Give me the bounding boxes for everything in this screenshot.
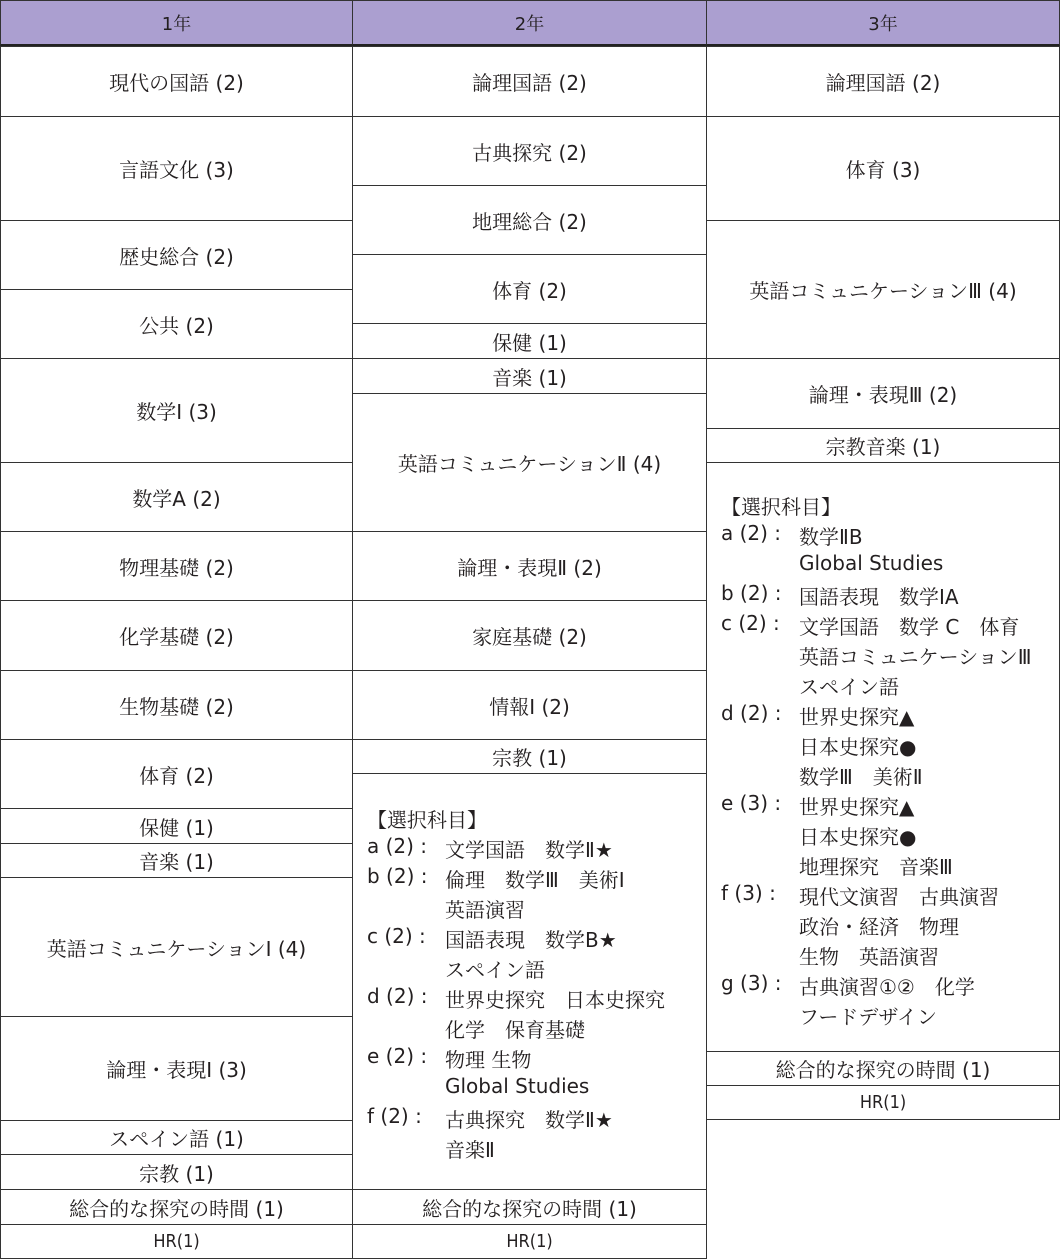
subject-cell: 数学A (2) [0, 462, 353, 532]
subject-cell: 体育 (2) [0, 739, 353, 809]
elective-line: 古典探究 数学Ⅱ★ [445, 1108, 613, 1132]
subject-cell: 論理・表現Ⅰ (3) [0, 1016, 353, 1121]
header-year2: 2年 [352, 0, 707, 46]
subject-cell: 論理・表現Ⅱ (2) [352, 531, 707, 601]
subject-cell: 総合的な探究の時間 (1) [706, 1051, 1060, 1086]
elective-line: 数学Ⅲ 美術Ⅱ [799, 765, 923, 789]
subject-cell: 体育 (3) [706, 116, 1060, 221]
elective-box-year2 [352, 773, 707, 1190]
elective-key: d (2) : [721, 701, 782, 725]
elective-title: 【選択科目】 [367, 808, 487, 832]
subject-cell: 宗教 (1) [0, 1154, 353, 1190]
elective-line: スペイン語 [445, 958, 545, 982]
subject-cell: 保健 (1) [352, 323, 707, 359]
subject-cell: 音楽 (1) [0, 843, 353, 878]
elective-key: a (2) : [721, 521, 782, 545]
elective-key: f (2) : [367, 1104, 422, 1128]
elective-line: 数学ⅡB [799, 525, 863, 549]
subject-cell: 物理基礎 (2) [0, 531, 353, 601]
elective-key: b (2) : [367, 864, 428, 888]
elective-line: 生物 英語演習 [799, 945, 939, 969]
subject-cell: 英語コミュニケーションⅡ (4) [352, 393, 707, 532]
subject-cell: 保健 (1) [0, 808, 353, 844]
elective-key: c (2) : [367, 924, 426, 948]
subject-cell: 宗教音楽 (1) [706, 428, 1060, 463]
subject-cell: 音楽 (1) [352, 358, 707, 394]
subject-cell: 歴史総合 (2) [0, 220, 353, 290]
subject-cell: 化学基礎 (2) [0, 600, 353, 671]
subject-cell: 現代の国語 (2) [0, 46, 353, 117]
elective-key: a (2) : [367, 834, 428, 858]
elective-key: g (3) : [721, 971, 782, 995]
subject-cell: 生物基礎 (2) [0, 670, 353, 740]
elective-line: 世界史探究▲ [799, 705, 915, 729]
elective-line: Global Studies [445, 1074, 590, 1098]
elective-line: 地理探究 音楽Ⅲ [799, 855, 953, 879]
subject-cell: 地理総合 (2) [352, 185, 707, 255]
elective-box-year3 [706, 462, 1060, 1052]
elective-line: 倫理 数学Ⅲ 美術Ⅰ [445, 868, 625, 892]
elective-line: スペイン語 [799, 675, 899, 699]
elective-line: 英語演習 [445, 898, 525, 922]
elective-line: 文学国語 数学 C 体育 [799, 615, 1020, 639]
subject-cell: 英語コミュニケーションⅠ (4) [0, 877, 353, 1017]
subject-cell: スペイン語 (1) [0, 1120, 353, 1155]
elective-line: 文学国語 数学Ⅱ★ [445, 838, 613, 862]
elective-line: 物理 生物 [445, 1048, 532, 1072]
elective-line: 世界史探究▲ [799, 795, 915, 819]
subject-cell: 古典探究 (2) [352, 116, 707, 186]
elective-line: 世界史探究 日本史探究 [445, 988, 665, 1012]
elective-line: Global Studies [799, 551, 944, 575]
elective-line: 日本史探究● [799, 735, 917, 759]
elective-title: 【選択科目】 [721, 495, 841, 519]
hr-cell: HR(1) [706, 1085, 1060, 1120]
elective-line: 国語表現 数学ⅠA [799, 585, 959, 609]
header-year1: 1年 [0, 0, 353, 46]
subject-cell: 論理・表現Ⅲ (2) [706, 358, 1060, 429]
elective-key: c (2) : [721, 611, 780, 635]
subject-cell: 家庭基礎 (2) [352, 600, 707, 671]
elective-line: 現代文演習 古典演習 [799, 885, 999, 909]
elective-key: d (2) : [367, 984, 428, 1008]
header-year3: 3年 [706, 0, 1060, 46]
subject-cell: 言語文化 (3) [0, 116, 353, 221]
hr-cell: HR(1) [352, 1224, 707, 1259]
elective-line: 政治・経済 物理 [799, 915, 959, 939]
elective-line: 日本史探究● [799, 825, 917, 849]
subject-cell: 論理国語 (2) [706, 46, 1060, 117]
subject-cell: 情報Ⅰ (2) [352, 670, 707, 740]
elective-key: e (2) : [367, 1044, 428, 1068]
elective-line: 古典演習①② 化学 [799, 975, 975, 999]
elective-line: フードデザイン [799, 1005, 937, 1029]
subject-cell: 宗教 (1) [352, 739, 707, 774]
subject-cell: 公共 (2) [0, 289, 353, 359]
subject-cell: 体育 (2) [352, 254, 707, 324]
elective-key: e (3) : [721, 791, 782, 815]
elective-line: 国語表現 数学B★ [445, 928, 617, 952]
elective-key: b (2) : [721, 581, 782, 605]
elective-line: 音楽Ⅱ [445, 1138, 495, 1162]
elective-line: 化学 保育基礎 [445, 1018, 585, 1042]
subject-cell: 総合的な探究の時間 (1) [0, 1189, 353, 1225]
subject-cell: 総合的な探究の時間 (1) [352, 1189, 707, 1225]
elective-line: 英語コミュニケーションⅢ [799, 645, 1032, 669]
subject-cell: 論理国語 (2) [352, 46, 707, 117]
subject-cell: 英語コミュニケーションⅢ (4) [706, 220, 1060, 359]
elective-key: f (3) : [721, 881, 776, 905]
hr-cell: HR(1) [0, 1224, 353, 1259]
subject-cell: 数学Ⅰ (3) [0, 358, 353, 463]
